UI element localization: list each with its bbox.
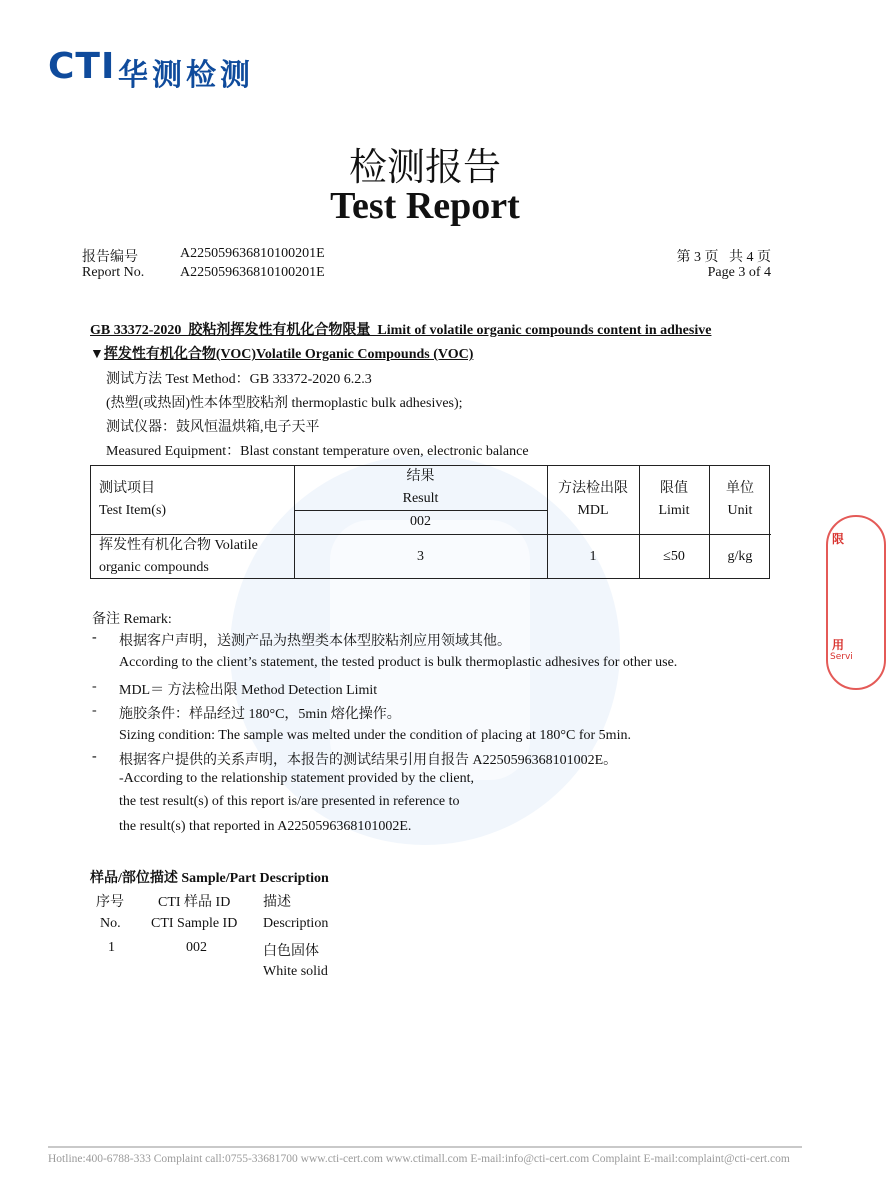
- standard-heading: GB 33372-2020 胶粘剂挥发性有机化合物限量 Limit of volatile organic compounds content in adhesive: [90, 323, 712, 338]
- report-no-value-2: A225059636810100201E: [180, 265, 325, 280]
- sample-row-desc-cn: 白色固体: [263, 944, 319, 959]
- td-limit: ≤50: [663, 549, 685, 564]
- sample-h-id-cn: CTI 样品 ID: [158, 895, 231, 910]
- remark-4-en-3: the result(s) that reported in A2250596368101002E.: [119, 819, 412, 834]
- sample-row-desc-en: White solid: [263, 964, 328, 979]
- remark-3-cn: 施胶条件：样品经过 180°C，5min 熔化操作。: [119, 707, 401, 722]
- bullet-4: -: [92, 749, 97, 764]
- td-item-1: 挥发性有机化合物 Volatile: [99, 538, 258, 553]
- logo-mark: CTI: [48, 46, 116, 87]
- remark-1-cn: 根据客户声明，送测产品为热塑类本体型胶粘剂应用领域其他。: [119, 634, 511, 649]
- sample-title: 样品/部位描述 Sample/Part Description: [90, 871, 329, 886]
- report-no-value-1: A225059636810100201E: [180, 246, 325, 261]
- stamp-text-1: 限: [832, 532, 845, 546]
- bullet-1: -: [92, 630, 97, 645]
- triangle-icon: ▼: [90, 347, 104, 362]
- sample-h-no-cn: 序号: [96, 895, 124, 910]
- th-unit-en: Unit: [727, 503, 753, 518]
- test-method: 测试方法 Test Method：GB 33372-2020 6.2.3: [106, 372, 372, 387]
- sample-h-desc-cn: 描述: [263, 895, 291, 910]
- th-item-en: Test Item(s): [99, 503, 167, 518]
- sample-row-no: 1: [108, 940, 115, 955]
- remark-1-en: According to the client’s statement, the tested product is bulk thermoplastic adhesives for other use.: [119, 655, 678, 670]
- report-no-label-en: Report No.: [82, 265, 145, 280]
- td-unit: g/kg: [727, 549, 753, 564]
- remark-title: 备注 Remark:: [92, 612, 172, 627]
- report-no-label-cn: 报告编号: [82, 250, 138, 265]
- td-item-2: organic compounds: [99, 560, 209, 575]
- remark-4-en-1: -According to the relationship statement provided by the client,: [119, 771, 474, 786]
- th-limit-en: Limit: [658, 503, 690, 518]
- results-table: [90, 465, 770, 579]
- th-unit-cn: 单位: [726, 481, 754, 496]
- title-en: Test Report: [330, 185, 520, 227]
- adhesive-type: (热塑(或热固)性本体型胶粘剂 thermoplastic bulk adhesives);: [106, 396, 463, 411]
- remark-4-en-2: the test result(s) of this report is/are presented in reference to: [119, 794, 460, 809]
- stamp-text-3: Servi: [830, 652, 853, 662]
- th-limit-cn: 限值: [660, 481, 688, 496]
- page-cn: 第 3 页 共 4 页: [676, 250, 771, 265]
- th-mdl-en: MDL: [577, 503, 609, 518]
- sample-h-no-en: No.: [100, 916, 121, 931]
- equipment-cn: 测试仪器：鼓风恒温烘箱,电子天平: [106, 420, 320, 435]
- sample-h-desc-en: Description: [263, 916, 329, 931]
- th-result-en: Result: [402, 491, 439, 506]
- bullet-2: -: [92, 679, 97, 694]
- remark-2: MDL＝ 方法检出限 Method Detection Limit: [119, 683, 378, 698]
- th-mdl-cn: 方法检出限: [558, 481, 628, 496]
- stamp-text-2: 用: [832, 638, 845, 652]
- footer-contacts: Hotline:400-6788-333 Complaint call:0755-33681700 www.cti-cert.com www.ctimall.com E-mail:info@cti-cert.com Complaint E-mail:complaint@cti-cert.com: [48, 1153, 790, 1165]
- voc-subheading-text: 挥发性有机化合物(VOC)Volatile Organic Compounds (VOC): [103, 347, 474, 362]
- th-item-cn: 测试项目: [99, 481, 155, 496]
- page-en: Page 3 of 4: [707, 265, 771, 280]
- bullet-3: -: [92, 703, 97, 718]
- footer-divider: [48, 1146, 802, 1148]
- th-result-cn: 结果: [406, 469, 435, 484]
- remark-3-en: Sizing condition: The sample was melted under the condition of placing at 180°C for 5min.: [119, 728, 631, 743]
- sample-h-id-en: CTI Sample ID: [151, 916, 238, 931]
- th-sample: 002: [410, 514, 431, 529]
- title-cn: 检测报告: [348, 145, 501, 189]
- td-mdl: 1: [589, 549, 597, 564]
- equipment-en: Measured Equipment：Blast constant temperature oven, electronic balance: [106, 444, 529, 459]
- voc-subheading: [90, 343, 473, 363]
- logo-cn-name: 华测检测: [118, 58, 254, 93]
- td-result: 3: [417, 549, 424, 564]
- sample-row-id: 002: [186, 940, 207, 955]
- remark-4-cn: 根据客户提供的关系声明，本报告的测试结果引用自报告 A2250596368101002E。: [119, 753, 618, 768]
